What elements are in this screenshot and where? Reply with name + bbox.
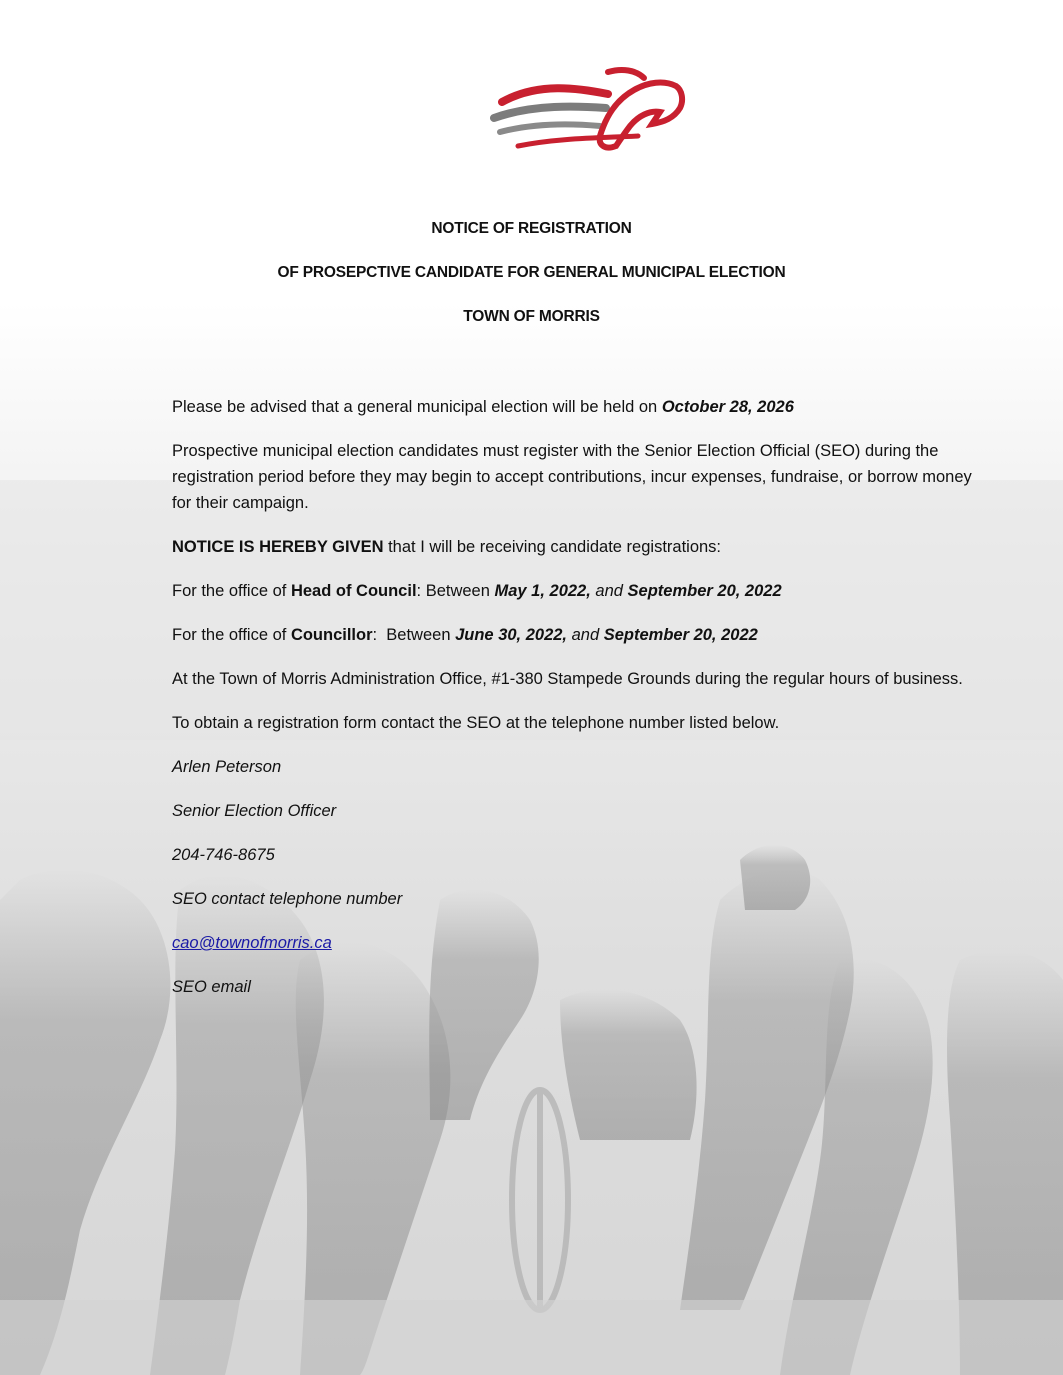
town-logo-horse-icon	[488, 66, 688, 152]
seo-email-label: SEO email	[172, 978, 251, 996]
notice-body	[172, 394, 992, 1018]
office-location-paragraph: At the Town of Morris Administration Office, #1-380 Stampede Grounds during the regular hours of business.	[172, 670, 963, 688]
heading-notice-of-registration: NOTICE OF REGISTRATION	[431, 220, 632, 237]
seo-email-link[interactable]: cao@townofmorris.ca	[172, 934, 332, 952]
head-of-council-period: For the office of Head of Council: Between May 1, 2022, and September 20, 2022	[172, 582, 782, 600]
election-date-paragraph: Please be advised that a general municipal election will be held on October 28, 2026	[172, 398, 794, 416]
councillor-period: For the office of Councillor: Between June 30, 2022, and September 20, 2022	[172, 626, 758, 644]
registration-requirement-paragraph: Prospective municipal election candidates must register with the Senior Election Official (SEO) during the registration period before they may begin to accept contributions, incur expenses, fundraise, or borrow money for their campaign.	[172, 442, 972, 512]
notice-headings	[0, 217, 1063, 349]
election-date: October 28, 2026	[661, 398, 794, 416]
heading-town-of-morris: TOWN OF MORRIS	[463, 308, 600, 325]
seo-title: Senior Election Officer	[172, 802, 337, 820]
notice-given-paragraph: NOTICE IS HEREBY GIVEN that I will be receiving candidate registrations:	[172, 538, 722, 556]
heading-prospective-candidate: OF PROSEPCTIVE CANDIDATE FOR GENERAL MUNICIPAL ELECTION	[277, 264, 786, 281]
seo-phone: 204-746-8675	[172, 846, 275, 864]
seo-name: Arlen Peterson	[172, 758, 282, 776]
seo-phone-label: SEO contact telephone number	[172, 890, 403, 908]
registration-form-paragraph: To obtain a registration form contact the SEO at the telephone number listed below.	[172, 714, 780, 732]
